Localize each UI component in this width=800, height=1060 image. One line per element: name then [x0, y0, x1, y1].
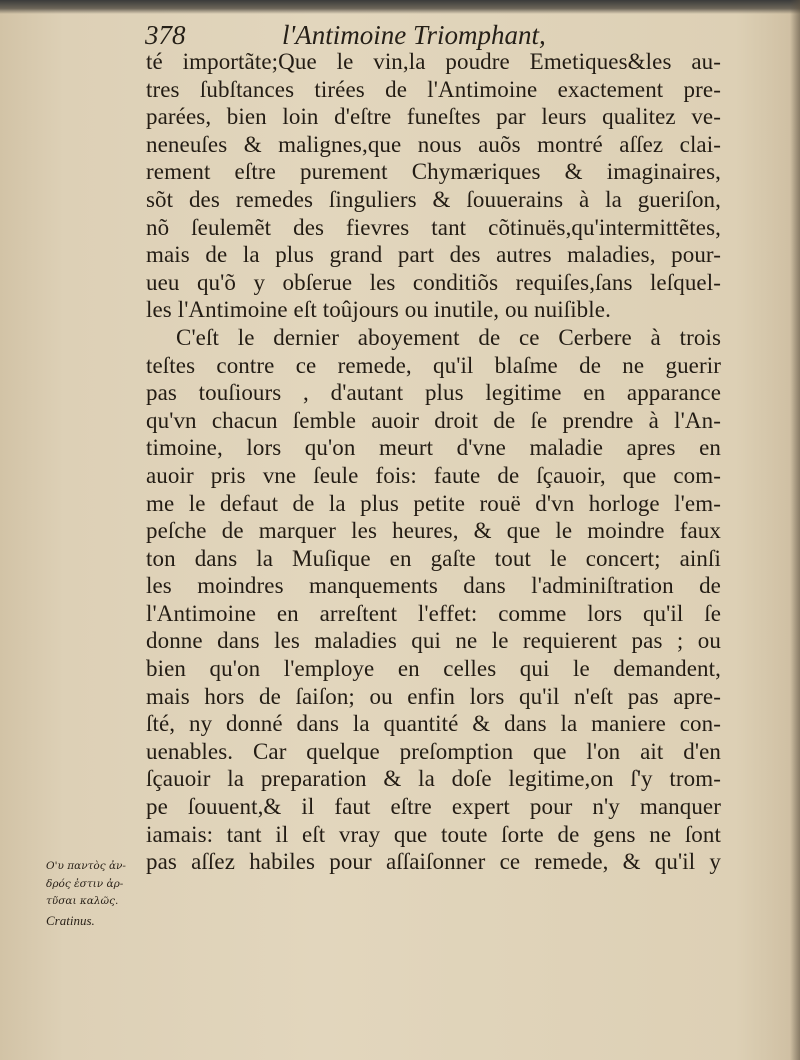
text-line: rement eſtre purement Chymæriques & imaginaires,: [146, 159, 721, 185]
text-line: ſçauoir la preparation & la doſe legitime,on ſ'y trom-: [146, 766, 721, 792]
text-line: bien qu'on l'employe en celles qui le demandent,: [146, 656, 721, 682]
text-line: peſche de marquer les heures, & que le moindre faux: [146, 518, 721, 544]
page-number: 378: [145, 20, 186, 50]
text-line: iamais: tant il eſt vray que toute ſorte de gens ne ſont: [146, 821, 721, 847]
text-line: qu'vn chacun ſemble auoir droit de ſe prendre à l'An-: [146, 407, 721, 433]
scan-top-edge: [0, 0, 800, 14]
text-line: neneuſes & malignes,que nous auõs montré aſſez clai-: [146, 131, 721, 157]
margin-note-line: Ο'υ παντὸς ἀν-: [46, 860, 126, 872]
text-line: nõ ſeulemẽt des fievres tant cõtinuës,qu'intermittẽtes,: [146, 214, 721, 240]
text-line: uenables. Car quelque preſomption que l'on ait d'en: [146, 738, 721, 764]
text-line: sõt des remedes ſinguliers & ſouuerains à la gueriſon,: [146, 186, 721, 212]
text-line: mais hors de ſaiſon; ou enfin lors qu'il n'eſt pas apre-: [146, 683, 721, 709]
text-line: C'eſt le dernier aboyement de ce Cerbere à trois: [176, 324, 721, 350]
text-line: donne dans les maladies qui ne le requierent pas ; ou: [146, 628, 721, 654]
text-line: parées, bien loin d'eſtre funeſtes par leurs qualitez ve-: [146, 104, 721, 130]
text-line: pas aſſez habiles pour aſſaiſonner ce remede, & qu'il y: [146, 849, 721, 875]
text-line: té importãte;Que le vin,la poudre Emetiques&les au-: [146, 49, 721, 74]
margin-note-line: δρός ἐστιν ἀρ-: [46, 877, 124, 890]
text-line: mais de la plus grand part des autres maladies, pour-: [146, 242, 721, 268]
margin-note-author: Cratinus.: [46, 912, 95, 928]
text-line: teſtes contre ce remede, qu'il blaſme de ne guerir: [146, 352, 721, 378]
text-line: auoir pris vne ſeule fois: faute de ſçauoir, que com-: [146, 462, 721, 488]
text-line: ſté, ny donné dans la quantité & dans la maniere con-: [146, 711, 721, 737]
text-line: pas touſiours , d'autant plus legitime en apparance: [146, 380, 721, 406]
text-line: ueu qu'õ y obſerue les conditiõs requiſes,ſans leſquel-: [146, 269, 721, 295]
running-title: l'Antimoine Triomphant,: [282, 20, 546, 50]
body-text: [146, 48, 721, 876]
text-line: pe ſouuent,& il faut eſtre expert pour n'y manquer: [146, 794, 721, 820]
text-line: l'Antimoine en arreſtent l'effet: comme lors qu'il ſe: [146, 600, 721, 626]
margin-note: [46, 858, 144, 931]
margin-note-line: τῦσαι καλῶς.: [46, 895, 119, 907]
text-line: les moindres manquements dans l'adminiſtration de: [146, 573, 721, 599]
text-line: ton dans la Muſique en gaſte tout le concert; ainſi: [146, 545, 721, 571]
text-line: tres ſubſtances tirées de l'Antimoine exactement pre-: [146, 76, 721, 102]
text-line: me le defaut de la plus petite rouë d'vn horloge l'em-: [146, 490, 721, 516]
scan-right-edge: [790, 0, 800, 1060]
text-line: timoine, lors qu'on meurt d'vne maladie apres en: [146, 435, 721, 461]
text-line: les l'Antimoine eſt toûjours ou inutile, ou nuiſible.: [146, 297, 611, 323]
